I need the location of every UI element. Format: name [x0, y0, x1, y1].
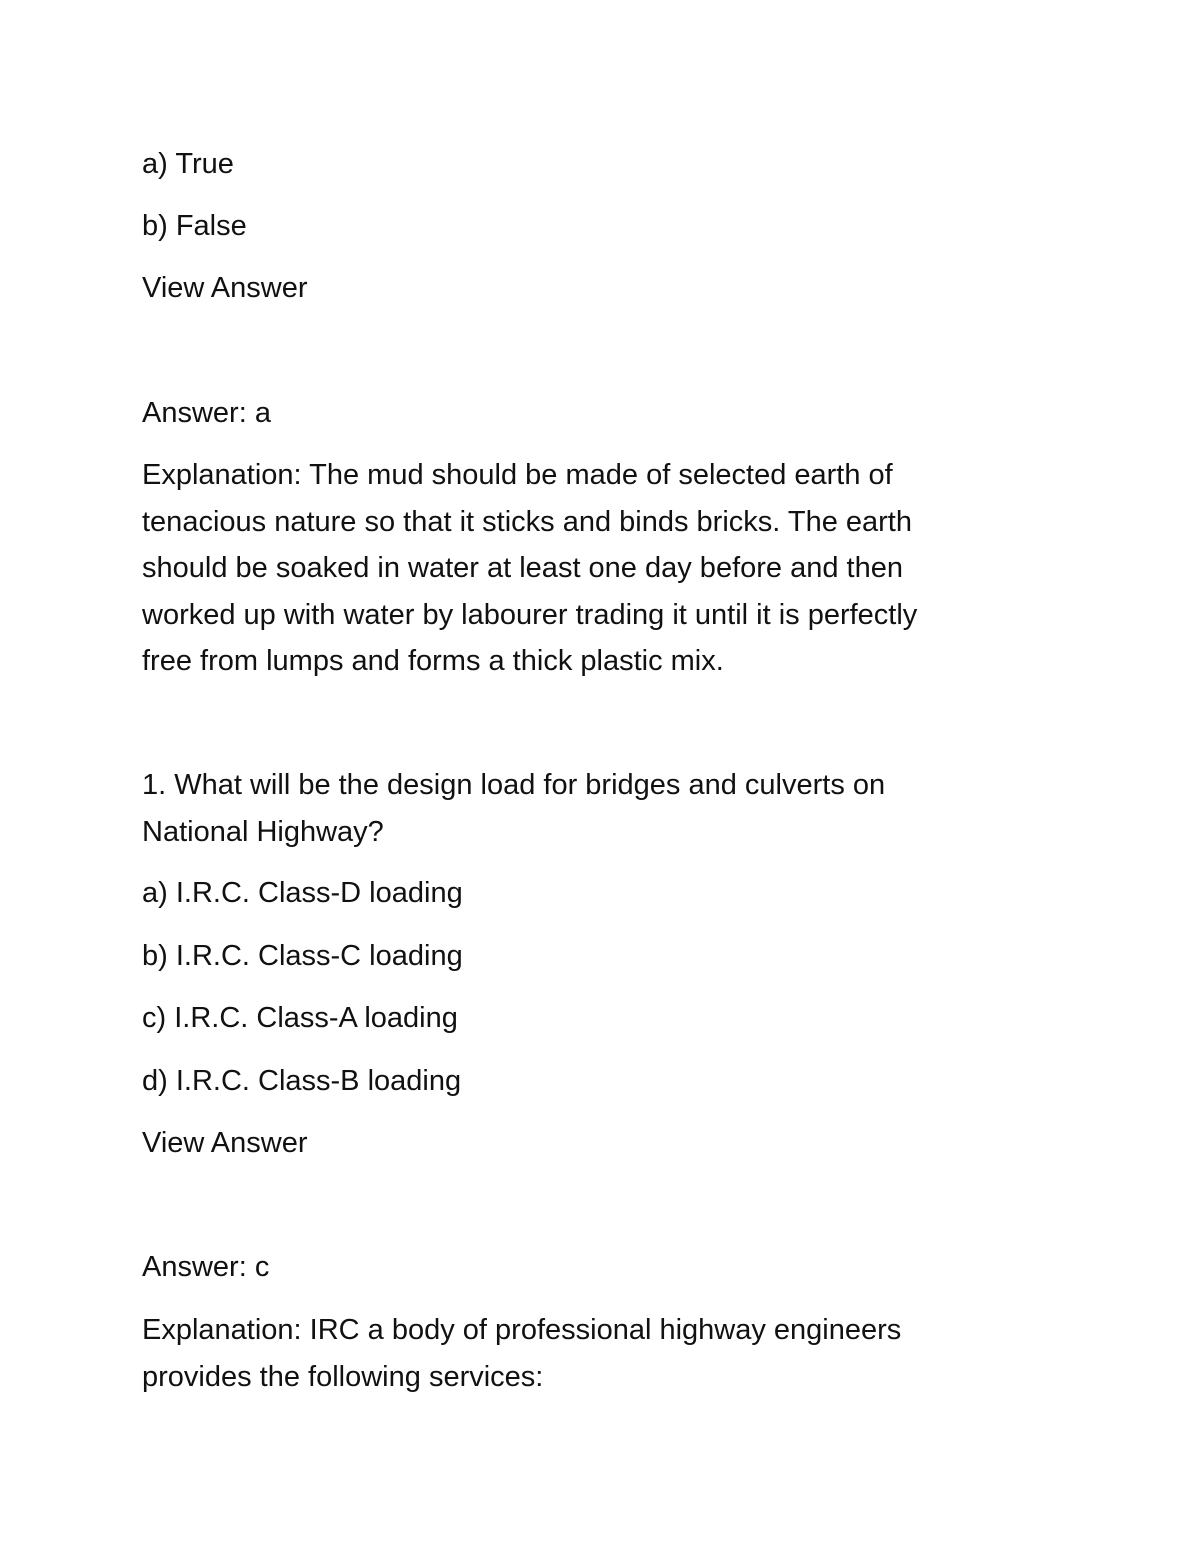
explanation-line: Explanation: The mud should be made of selected earth of — [142, 459, 893, 491]
explanation-line: Explanation: IRC a body of professional highway engineers — [142, 1314, 902, 1346]
explanation-line: should be soaked in water at least one day before and then — [142, 552, 903, 584]
option-a: a) I.R.C. Class-D loading — [142, 877, 463, 909]
explanation-line: free from lumps and forms a thick plastic mix. — [142, 645, 724, 677]
option-b: b) False — [142, 210, 247, 242]
option-b: b) I.R.C. Class-C loading — [142, 940, 463, 972]
explanation-paragraph — [142, 452, 1052, 685]
answer-text: Answer: a — [142, 397, 271, 429]
question-line: National Highway? — [142, 815, 384, 848]
question-text — [142, 762, 1052, 855]
view-answer-link[interactable]: View Answer — [142, 1127, 308, 1159]
question-line: 1. What will be the design load for bridges and culverts on — [142, 769, 886, 801]
answer-text: Answer: c — [142, 1251, 270, 1283]
explanation-line: tenacious nature so that it sticks and binds bricks. The earth — [142, 505, 912, 538]
option-c: c) I.R.C. Class-A loading — [142, 1002, 458, 1034]
view-answer-link[interactable]: View Answer — [142, 272, 308, 304]
explanation-line: worked up with water by labourer trading it until it is perfectly — [142, 598, 918, 631]
option-a: a) True — [142, 148, 234, 180]
explanation-line: provides the following services: — [142, 1360, 544, 1393]
explanation-paragraph — [142, 1307, 1052, 1400]
option-d: d) I.R.C. Class-B loading — [142, 1065, 462, 1097]
